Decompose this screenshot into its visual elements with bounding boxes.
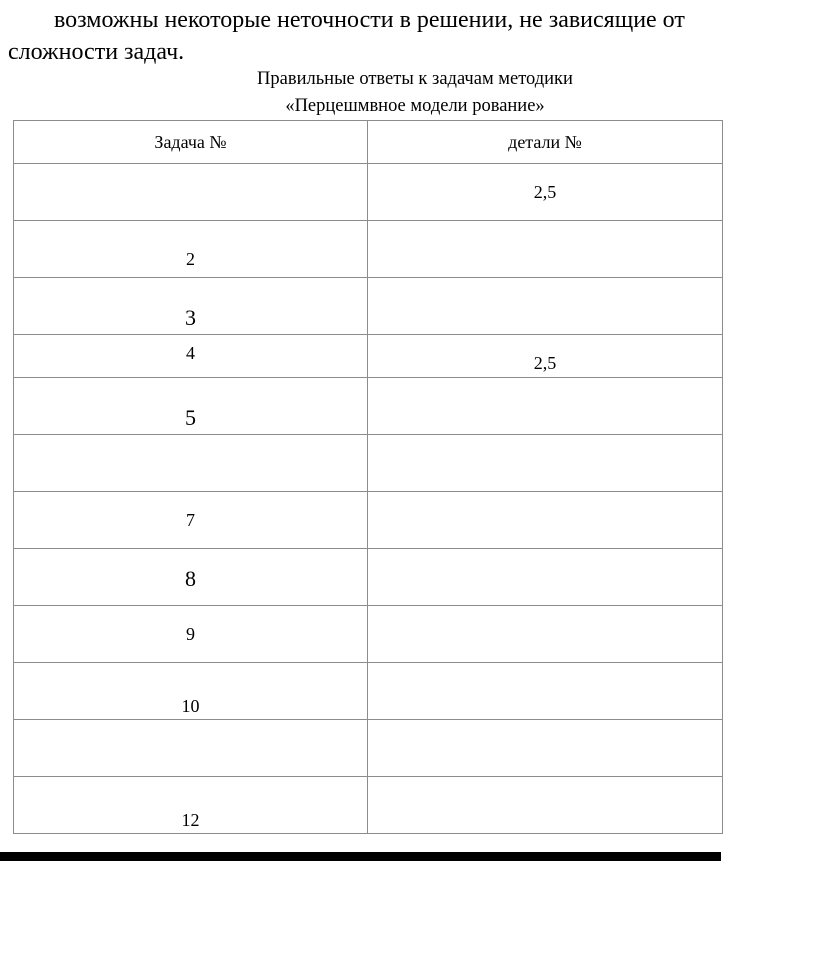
task-number: 9 (186, 624, 195, 644)
table-row (14, 435, 723, 492)
task-cell (14, 221, 368, 278)
table-row (14, 378, 723, 435)
task-number: 10 (181, 696, 200, 716)
table-row (14, 335, 723, 378)
task-number: 3 (185, 305, 196, 330)
task-cell (14, 663, 368, 720)
table-row (14, 221, 723, 278)
detail-cell (368, 164, 723, 221)
table-header-row (14, 121, 723, 164)
intro-paragraph (8, 4, 816, 68)
task-cell (14, 164, 368, 221)
intro-line-2: сложности задач. (8, 39, 185, 65)
table-row (14, 278, 723, 335)
task-number: 8 (185, 566, 196, 591)
intro-line-1: возможны некоторые неточности в решении, не зависящие от (54, 7, 685, 33)
task-number: 4 (186, 343, 195, 363)
detail-cell (368, 606, 723, 663)
detail-cell (368, 663, 723, 720)
task-cell (14, 278, 368, 335)
table-row (14, 164, 723, 221)
column-header-detail: детали № (368, 121, 723, 164)
column-header-task: Задача № (14, 121, 368, 164)
detail-cell (368, 378, 723, 435)
page-divider (0, 852, 721, 861)
detail-cell (368, 549, 723, 606)
task-number: 7 (186, 510, 195, 530)
task-number: 2 (186, 249, 195, 269)
table-heading (0, 66, 816, 120)
task-cell (14, 492, 368, 549)
detail-number: 2,5 (533, 353, 557, 373)
table-row (14, 549, 723, 606)
task-cell (14, 435, 368, 492)
detail-cell (368, 435, 723, 492)
heading-line-2: «Перцешмвное модели рование» (285, 96, 545, 116)
task-cell (14, 777, 368, 834)
table-row (14, 606, 723, 663)
detail-number: 2,5 (533, 182, 557, 202)
detail-cell (368, 492, 723, 549)
detail-cell (368, 221, 723, 278)
task-cell (14, 720, 368, 777)
detail-cell (368, 278, 723, 335)
task-cell (14, 335, 368, 378)
detail-cell (368, 335, 723, 378)
heading-line-1: Правильные ответы к задачам методики (257, 69, 573, 89)
table-row (14, 720, 723, 777)
task-cell (14, 606, 368, 663)
detail-cell (368, 720, 723, 777)
task-number: 12 (181, 810, 200, 830)
table-row (14, 492, 723, 549)
task-cell (14, 378, 368, 435)
answers-table (13, 120, 723, 834)
detail-cell (368, 777, 723, 834)
task-cell (14, 549, 368, 606)
table-row (14, 663, 723, 720)
table-row (14, 777, 723, 834)
task-number: 5 (185, 405, 196, 430)
